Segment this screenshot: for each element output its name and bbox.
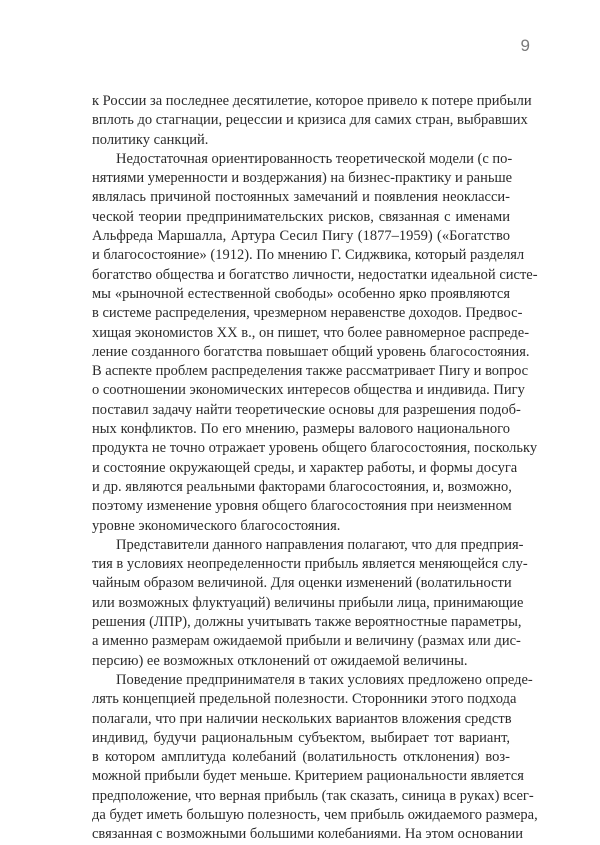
text-line: и благосостояние» (1912). По мнению Г. Сиджвика, который разделял (92, 247, 525, 264)
text-line: о соотношении экономических интересов общества и индивида. Пигу (92, 382, 525, 399)
text-line: нятиями умеренности и воздержания) на бизнес-практику и раньше (92, 170, 513, 187)
text-line: уровне экономического благосостояния. (92, 517, 341, 534)
text-line: продукта не точно отражает уровень общего благосостояния, поскольку (92, 440, 538, 457)
text-line: Альфреда Маршалла, Артура Сесил Пигу (1877–1959) («Богатство (92, 228, 510, 245)
text-line: и др. являются реальными факторами благосостояния, и, возможно, (92, 478, 512, 495)
text-line: в котором амплитуда колебаний (волатильность отклонения) воз- (92, 749, 510, 766)
text-line: Поведение предпринимателя в таких условиях предложено опреде- (116, 671, 533, 688)
text-line: решения (ЛПР), должны учитывать также вероятностные параметры, (92, 614, 522, 631)
text-line: хищая экономистов XX в., он пишет, что более равномерное распреде- (92, 324, 530, 341)
paragraph-2 (92, 150, 538, 536)
text-line: Представители данного направления полагают, что для предприя- (116, 536, 524, 553)
text-line: или возможных флуктуаций) величины прибыли лица, принимающие (92, 594, 524, 611)
text-line: предположение, что верная прибыль (так сказать, синица в руках) всег- (92, 787, 534, 804)
text-line: богатство общества и богатство личности, недостатки идеальной систе- (92, 266, 538, 283)
text-line: полагали, что при наличии нескольких вариантов вложения средств (92, 710, 512, 727)
text-line: индивид, будучи рациональным субъектом, выбирает тот вариант, (92, 729, 510, 746)
paragraph-3 (92, 536, 528, 671)
text-line: к России за последнее десятилетие, которое привело к потере прибыли (92, 93, 532, 109)
text-line: Недостаточная ориентированность теоретической модели (с по- (116, 150, 513, 167)
text-line: тия в условиях неопределенности прибыль является меняющейся слу- (92, 556, 528, 573)
text-line: и состояние окружающей среды, и характер работы, и формы досуга (92, 459, 518, 476)
text-line: связанная с возможными большими колебаниями. На этом основании (92, 826, 523, 843)
body-text (92, 92, 538, 845)
paragraph-1 (92, 92, 532, 150)
text-line: а именно размерам ожидаемой прибыли и величину (размах или дис- (92, 633, 521, 650)
text-line: чайным образом величиной. Для оценки изменений (волатильности (92, 575, 512, 592)
text-line: ление созданного богатства повышает общий уровень благосостояния. (92, 343, 530, 360)
text-line: являлась причиной постоянных замечаний и появления неокласси- (92, 189, 510, 206)
text-line: мы «рыночной естественной свободы» особенно ярко проявляются (92, 285, 510, 302)
text-line: ческой теории предпринимательских рисков, связанная с именами (92, 208, 510, 225)
text-line: В аспекте проблем распределения также рассматривает Пигу и вопрос (92, 363, 529, 380)
page-number: 9 (520, 36, 530, 55)
text-line: можной прибыли будет меньше. Критерием рациональности является (92, 768, 524, 785)
text-line: вплоть до стагнации, рецессии и кризиса для самих стран, выбравших (92, 112, 528, 129)
text-line: в системе распределения, чрезмерном неравенстве доходов. Предвос- (92, 305, 523, 322)
text-line: лять концепцией предельной полезности. Сторонники этого подхода (92, 691, 517, 708)
text-line: да будет иметь большую полезность, чем прибыль ожидаемого размера, (92, 806, 538, 823)
text-line: ных конфликтов. По его мнению, размеры валового национального (92, 421, 510, 438)
paragraph-4 (92, 671, 538, 845)
text-line: персию) ее возможных отклонений от ожидаемой величины. (92, 652, 468, 669)
text-line: политику санкций. (92, 131, 209, 148)
text-line: поставил задачу найти теоретические основы для разрешения подоб- (92, 401, 521, 418)
text-line: поэтому изменение уровня общего благосостояния при неизменном (92, 498, 512, 515)
